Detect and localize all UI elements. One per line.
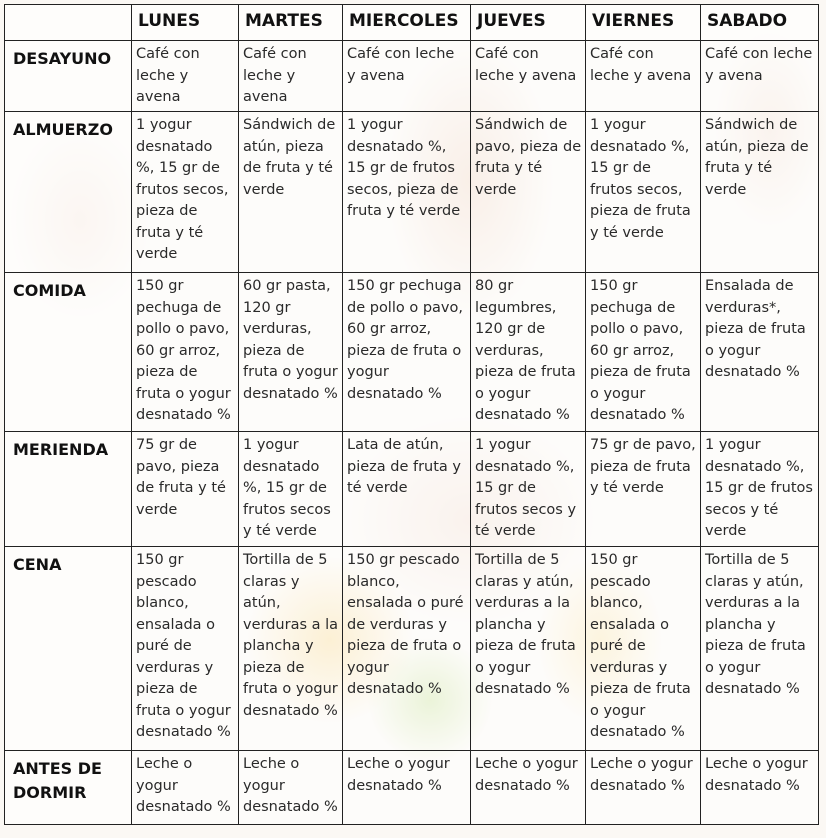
meal-cell: 150 gr pechuga de pollo o pavo, 60 gr arroz, pieza de fruta o yogur desnatado % [586,273,701,432]
meal-cell: Café con leche y avena [343,41,471,112]
meal-row-comida [5,273,819,432]
meal-cell: 60 gr pasta, 120 gr verduras, pieza de fruta o yogur desnatado % [239,273,343,432]
meal-cell: Café con leche y avena [239,41,343,112]
meal-cell: 150 gr pechuga de pollo o pavo, 60 gr arroz, pieza de fruta o yogur desnatado % [132,273,239,432]
day-header: VIERNES [586,5,701,41]
meal-cell: Café con leche y avena [586,41,701,112]
meal-cell: 150 gr pescado blanco, ensalada o puré de verduras y pieza de fruta o yogur desnatado % [132,547,239,751]
meal-label: CENA [5,547,132,751]
meal-label: DESAYUNO [5,41,132,112]
meal-row-antes-de-dormir [5,751,819,825]
weekly-meal-table [4,4,819,825]
meal-cell: Leche o yogur desnatado % [701,751,819,825]
meal-cell: 75 gr de pavo, pieza de fruta y té verde [132,432,239,547]
meal-cell: 80 gr legumbres, 120 gr de verduras, pieza de fruta o yogur desnatado % [471,273,586,432]
meal-cell: 1 yogur desnatado %, 15 gr de frutos secos y té verde [239,432,343,547]
meal-cell: 1 yogur desnatado %, 15 gr de frutos secos, pieza de fruta y té verde [132,112,239,273]
meal-cell: Leche o yogur desnatado % [132,751,239,825]
meal-cell: Ensalada de verduras*, pieza de fruta o yogur desnatado % [701,273,819,432]
header-row [5,5,819,41]
meal-cell: Lata de atún, pieza de fruta y té verde [343,432,471,547]
meal-cell: 1 yogur desnatado %, 15 gr de frutos secos, pieza de fruta y té verde [586,112,701,273]
meal-row-desayuno [5,41,819,112]
meal-cell: 150 gr pescado blanco, ensalada o puré de verduras y pieza de fruta o yogur desnatado % [343,547,471,751]
meal-row-almuerzo [5,112,819,273]
meal-cell: Leche o yogur desnatado % [471,751,586,825]
day-header: JUEVES [471,5,586,41]
meal-cell: 1 yogur desnatado %, 15 gr de frutos secos y té verde [471,432,586,547]
meal-label: MERIENDA [5,432,132,547]
meal-cell: Tortilla de 5 claras y atún, verduras a la plancha y pieza de fruta o yogur desnatado % [701,547,819,751]
meal-cell: Café con leche y avena [132,41,239,112]
meal-cell: 1 yogur desnatado %, 15 gr de frutos secos, pieza de fruta y té verde [343,112,471,273]
meal-cell: Sándwich de atún, pieza de fruta y té verde [239,112,343,273]
meal-cell: Café con leche y avena [701,41,819,112]
meal-cell: Tortilla de 5 claras y atún, verduras a la plancha y pieza de fruta o yogur desnatado % [471,547,586,751]
meal-label: ANTES DE DORMIR [5,751,132,825]
meal-row-merienda [5,432,819,547]
meal-cell: 1 yogur desnatado %, 15 gr de frutos secos y té verde [701,432,819,547]
meal-label: ALMUERZO [5,112,132,273]
day-header: MIERCOLES [343,5,471,41]
meal-cell: Sándwich de pavo, pieza de fruta y té verde [471,112,586,273]
day-header: SABADO [701,5,819,41]
meal-cell: Leche o yogur desnatado % [239,751,343,825]
day-header: LUNES [132,5,239,41]
meal-cell: Café con leche y avena [471,41,586,112]
meal-cell: Tortilla de 5 claras y atún, verduras a la plancha y pieza de fruta o yogur desnatado % [239,547,343,751]
meal-cell: Leche o yogur desnatado % [343,751,471,825]
meal-label: COMIDA [5,273,132,432]
meal-cell: Leche o yogur desnatado % [586,751,701,825]
corner-cell [5,5,132,41]
meal-cell: 150 gr pechuga de pollo o pavo, 60 gr arroz, pieza de fruta o yogur desnatado % [343,273,471,432]
day-header: MARTES [239,5,343,41]
meal-cell: 75 gr de pavo, pieza de fruta y té verde [586,432,701,547]
meal-cell: 150 gr pescado blanco, ensalada o puré de verduras y pieza de fruta o yogur desnatado % [586,547,701,751]
meal-row-cena [5,547,819,751]
meal-cell: Sándwich de atún, pieza de fruta y té verde [701,112,819,273]
